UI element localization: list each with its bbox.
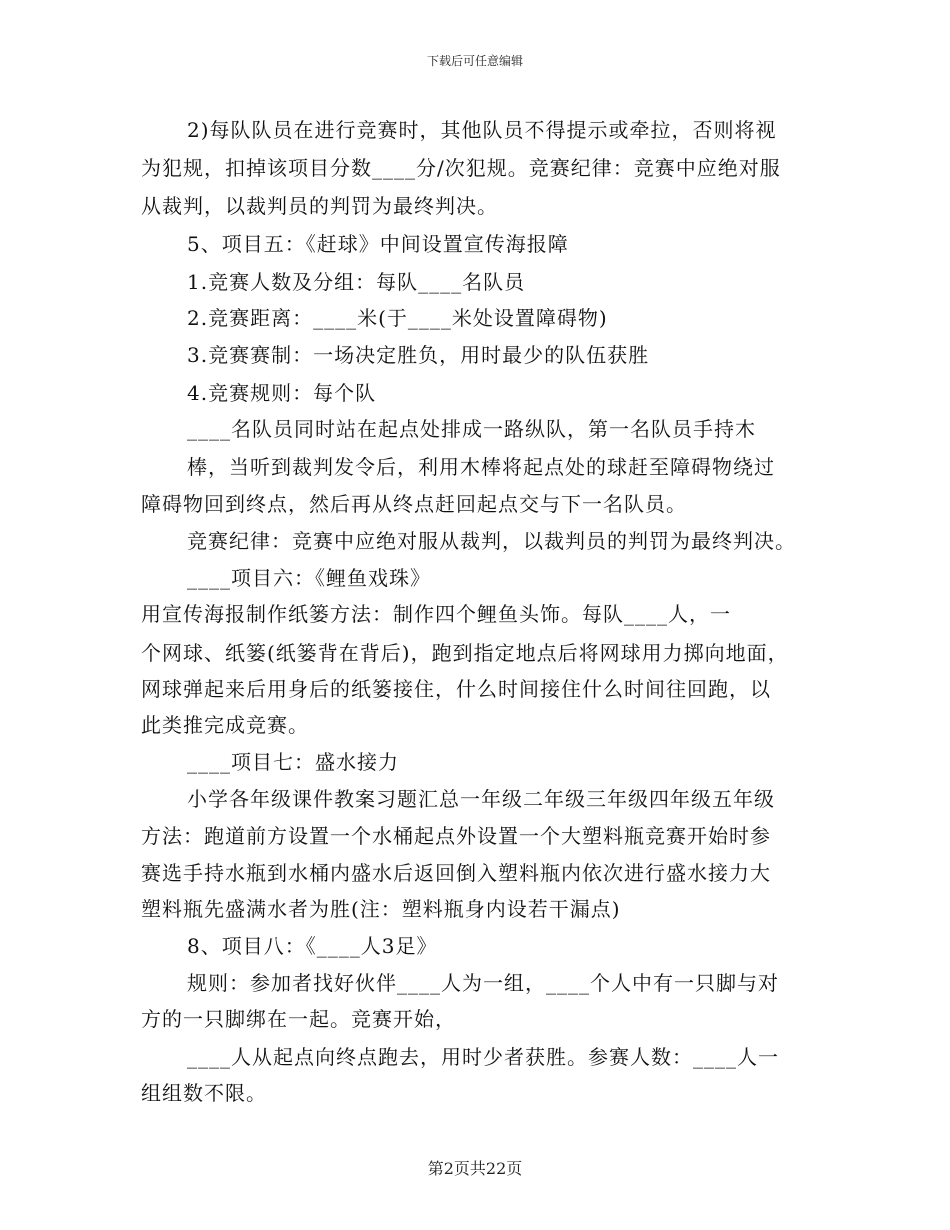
page-header: 下载后可任意编辑 [426,54,523,68]
page-number-footer: 第2页共22页 [427,1159,523,1178]
text-line: 此类推完成竞赛。 [141,713,309,737]
text-line: 2)每队队员在进行竞赛时，其他队员不得提示或牵拉，否则将视 [187,118,777,142]
text-line: 4.竞赛规则：每个队 [187,381,377,405]
text-line: 3.竞赛赛制：一场决定胜负，用时最少的队伍获胜 [187,343,650,367]
text-line: ____名队员同时站在起点处排成一路纵队，第一名队员手持木 [187,417,756,441]
text-line: 障碍物回到终点，然后再从终点赶回起点交与下一名队员。 [141,492,687,516]
text-line: 方法：跑道前方设置一个水桶起点外设置一个大塑料瓶竞赛开始时参 [141,824,771,848]
text-line: 网球弹起来后用身后的纸篓接住，什么时间接住什么时间往回跑，以 [141,677,771,701]
text-line: 2.竞赛距离：____米(于____米处设置障碍物) [187,306,608,330]
text-line: 用宣传海报制作纸篓方法：制作四个鲤鱼头饰。每队____人，一 [141,602,731,626]
text-line: ____项目七：盛水接力 [187,750,399,774]
text-line: 组组数不限。 [141,1081,267,1105]
text-line: 小学各年级课件教案习题汇总一年级二年级三年级四年级五年级 [187,787,775,811]
text-line: 规则：参加者找好伙伴____人为一组，____个人中有一只脚与对 [187,971,779,995]
text-line: 8、项目八：《____人3足》 [187,934,438,958]
text-line: 1.竞赛人数及分组：每队____名队员 [187,270,526,294]
text-line: ____人从起点向终点跑去，用时少者获胜。参赛人数：____人一 [187,1045,779,1069]
text-line: 竞赛纪律：竞赛中应绝对服从裁判，以裁判员的判罚为最终判决。 [187,529,796,553]
text-line: 5、项目五：《赶球》中间设置宣传海报障 [187,232,569,256]
text-line: 为犯规，扣掉该项目分数____分/次犯规。竞赛纪律：竞赛中应绝对服 [141,156,781,180]
text-line: 方的一只脚绑在一起。竞赛开始， [141,1007,456,1031]
text-line: 从裁判，以裁判员的判罚为最终判决。 [141,194,498,218]
text-line: ____项目六：《鲤鱼戏珠》 [187,566,431,590]
text-line: 棒，当听到裁判发令后，利用木棒将起点处的球赶至障碍物绕过 [187,455,775,479]
text-line: 个网球、纸篓(纸篓背在背后)，跑到指定地点后将网球用力掷向地面， [141,641,789,665]
text-line: 塑料瓶先盛满水者为胜(注：塑料瓶身内设若干漏点) [141,897,621,921]
text-line: 赛选手持水瓶到水桶内盛水后返回倒入塑料瓶内依次进行盛水接力大 [141,861,771,885]
